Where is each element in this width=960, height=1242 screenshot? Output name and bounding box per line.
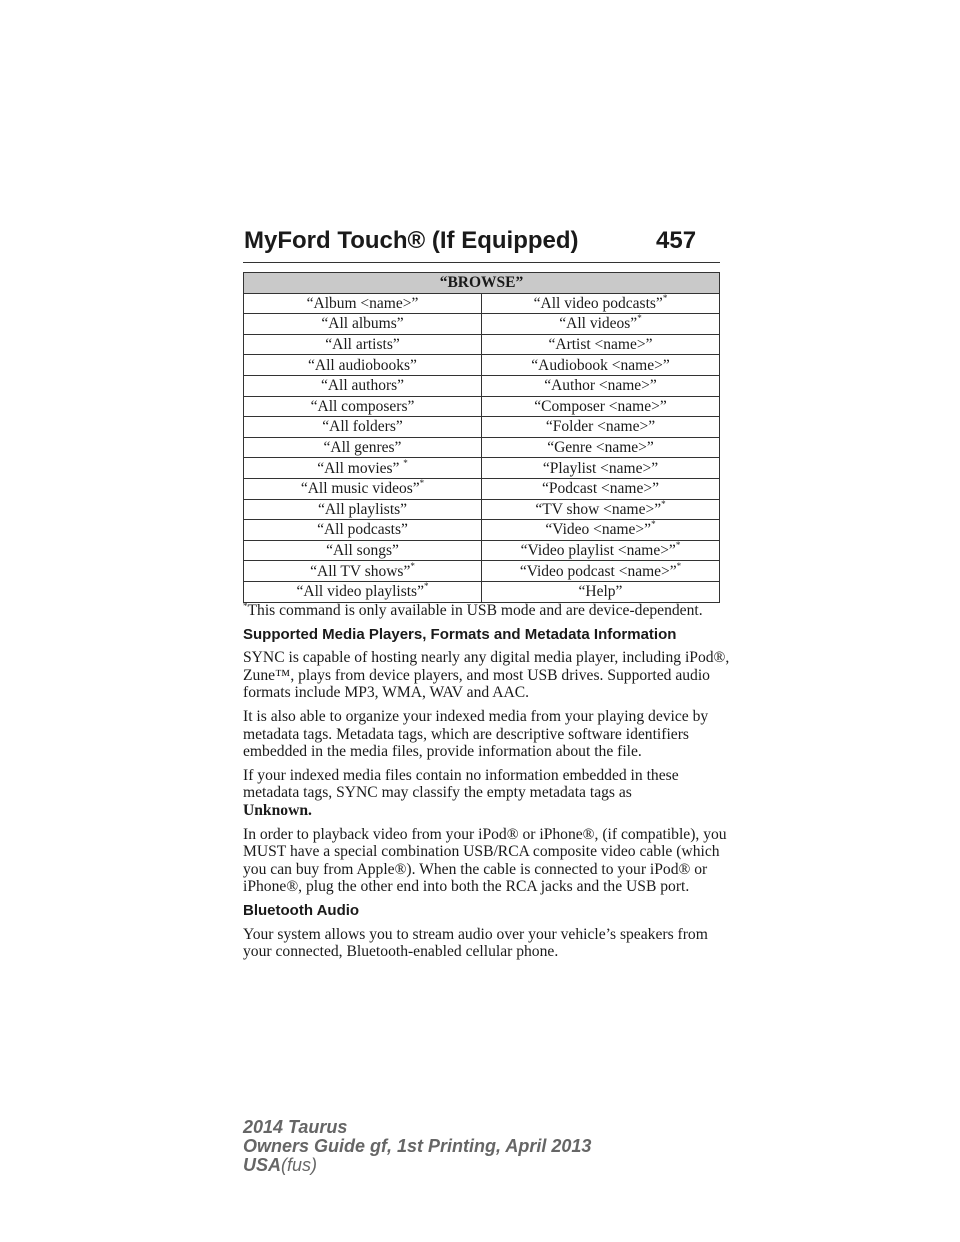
table-row	[244, 334, 720, 355]
table-cell-right	[482, 520, 720, 541]
table-cell-left	[244, 540, 482, 561]
command-footnote-marker: *	[637, 313, 642, 324]
command-text: “Album <name>”	[306, 294, 419, 312]
command-text: “Video playlist <name>”	[520, 542, 676, 560]
command-text: “Composer <name>”	[534, 397, 667, 415]
table-cell-left	[244, 293, 482, 314]
command-footnote-marker: *	[675, 540, 681, 551]
footer-market	[243, 1156, 591, 1175]
command-text: “All authors”	[320, 377, 405, 395]
command-footnote-marker: *	[403, 457, 408, 468]
command-text: “All albums”	[321, 315, 404, 333]
command-text: “All podcasts”	[317, 521, 408, 539]
table-cell-right	[482, 396, 720, 417]
paragraph-media-players: SYNC is capable of hosting nearly any digital media player, including iPod®, Zune™, plays from device players, and most USB drives. Supported audio formats include MP3, WMA, WAV and AAC.	[243, 649, 730, 702]
command-text: “All folders”	[322, 418, 403, 436]
command-footnote-marker: *	[410, 560, 415, 571]
footnote-marker: *	[243, 601, 248, 611]
table-cell-right	[482, 417, 720, 438]
table-row	[244, 458, 720, 479]
command-text: “Folder <name>”	[545, 418, 656, 436]
table-cell-right	[482, 561, 720, 582]
command-text: “All videos”	[559, 315, 638, 333]
table-cell-left	[244, 458, 482, 479]
command-text: “Video podcast <name>”	[519, 562, 677, 580]
command-text: “All audiobooks”	[308, 356, 417, 374]
footnote-text: This command is only available in USB mode and are device-dependent.	[247, 602, 703, 619]
table-row	[244, 293, 720, 314]
command-text: “Genre <name>”	[547, 439, 654, 457]
table-row	[244, 437, 720, 458]
command-text: “All songs”	[326, 542, 399, 560]
command-footnote-marker: *	[423, 581, 429, 592]
table-cell-right	[482, 355, 720, 376]
command-footnote-marker: *	[419, 478, 425, 489]
bluetooth-audio-heading: Bluetooth Audio	[243, 901, 360, 919]
table-cell-right	[482, 293, 720, 314]
table-cell-right	[482, 375, 720, 396]
media-players-heading: Supported Media Players, Formats and Metadata Information	[243, 625, 677, 643]
command-text: “Author <name>”	[544, 377, 657, 395]
table-cell-left	[244, 334, 482, 355]
table-heading: “BROWSE”	[244, 273, 720, 294]
footnote	[243, 602, 733, 620]
paragraph-unknown-tags-text: If your indexed media files contain no information embedded in these metadata tags, SYNC may classify the empty metadata tags as	[243, 766, 679, 802]
table-row	[244, 478, 720, 499]
command-text: “All TV shows”	[310, 562, 411, 580]
command-footnote-marker: *	[676, 560, 682, 571]
table-cell-right	[482, 314, 720, 335]
command-text: “Podcast <name>”	[542, 480, 659, 498]
command-text: “All playlists”	[317, 500, 408, 518]
table-cell-right	[482, 581, 720, 602]
footer-market-suffix: (fus)	[281, 1155, 318, 1175]
table-row	[244, 499, 720, 520]
command-footnote-marker: *	[662, 292, 668, 303]
table-row	[244, 540, 720, 561]
table-cell-right	[482, 334, 720, 355]
table-cell-right	[482, 458, 720, 479]
command-text: “All movies”	[317, 459, 404, 477]
table-row	[244, 396, 720, 417]
table-cell-left	[244, 355, 482, 376]
command-text: “All composers”	[310, 397, 415, 415]
command-text: “Help”	[578, 583, 623, 601]
table-cell-left	[244, 417, 482, 438]
header-divider	[243, 262, 720, 263]
table-cell-left	[244, 499, 482, 520]
browse-commands-table	[243, 272, 720, 603]
table-cell-left	[244, 581, 482, 602]
command-text: “Audiobook <name>”	[531, 356, 670, 374]
command-text: “Video <name>”	[545, 521, 652, 539]
command-text: “All genres”	[323, 439, 402, 457]
unknown-label: Unknown.	[243, 801, 312, 819]
table-row	[244, 355, 720, 376]
page-footer	[243, 1118, 591, 1175]
table-row	[244, 314, 720, 335]
table-row	[244, 375, 720, 396]
table-cell-left	[244, 314, 482, 335]
table-cell-left	[244, 396, 482, 417]
page-header-title: MyFord Touch® (If Equipped)	[244, 227, 579, 254]
paragraph-bluetooth-audio: Your system allows you to stream audio over your vehicle’s speakers from your connected, Bluetooth-enabled cellular phone.	[243, 925, 708, 961]
footer-vehicle: 2014 Taurus	[243, 1117, 348, 1137]
table-row	[244, 581, 720, 602]
command-text: “All video podcasts”	[533, 294, 663, 312]
table-cell-left	[244, 375, 482, 396]
table-row	[244, 520, 720, 541]
table-cell-right	[482, 437, 720, 458]
table-cell-left	[244, 437, 482, 458]
command-text: “TV show <name>”	[535, 500, 662, 518]
table-cell-left	[244, 561, 482, 582]
table-cell-left	[244, 478, 482, 499]
table-cell-right	[482, 499, 720, 520]
footer-market-code: USA	[243, 1155, 282, 1175]
command-footnote-marker: *	[651, 519, 656, 530]
footer-guide: Owners Guide gf, 1st Printing, April 2013	[243, 1136, 592, 1156]
table-row	[244, 561, 720, 582]
paragraph-video-playback: In order to playback video from your iPod® or iPhone®, (if compatible), you MUST have a special combination USB/RCA composite video cable (which you can buy from Apple®). When the cable is connected to your iPod® or iPhone®, plug the other end into both the RCA jacks and the USB port.	[243, 825, 727, 896]
table-cell-right	[482, 478, 720, 499]
table-cell-right	[482, 540, 720, 561]
table-cell-left	[244, 520, 482, 541]
command-text: “Playlist <name>”	[542, 459, 659, 477]
command-text: “All video playlists”	[296, 583, 424, 601]
paragraph-metadata-tags: It is also able to organize your indexed media from your playing device by metadata tags. Metadata tags, which are descriptive software identifiers embedded in the media files, provide information about the file.	[243, 707, 709, 761]
page-number: 457	[656, 227, 697, 254]
page-content	[243, 602, 733, 967]
table-row	[244, 417, 720, 438]
command-text: “All music videos”	[300, 480, 420, 498]
paragraph-unknown-tags	[243, 767, 733, 820]
command-text: “Artist <name>”	[548, 336, 653, 354]
command-text: “All artists”	[325, 336, 400, 354]
command-footnote-marker: *	[661, 498, 666, 509]
